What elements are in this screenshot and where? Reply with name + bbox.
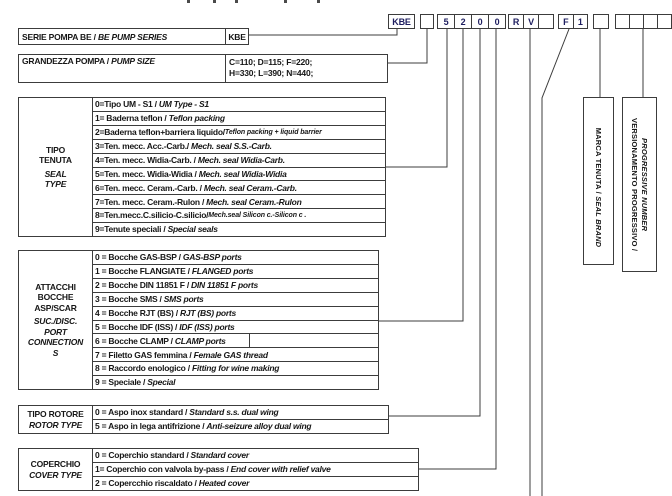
port-connections-rows <box>93 251 378 389</box>
label-line: TENUTA <box>39 155 72 165</box>
code-cell <box>658 15 671 28</box>
row-text-it: 4=Ten. mecc. Widia-Carb. / <box>95 154 198 165</box>
table-row <box>93 140 385 154</box>
table-row <box>93 98 385 112</box>
table-row <box>93 406 388 420</box>
row-text-en: DIN 11851 F ports <box>191 280 258 291</box>
label-line: ATTACCHI <box>35 281 76 292</box>
clipped-print-fragment <box>235 0 238 3</box>
label-line: COVER TYPE <box>29 469 82 480</box>
code-box-digits <box>437 14 506 29</box>
row-text-it: 8=Ten.mecc.C.silicio-C.silicio/ <box>95 210 209 221</box>
label-line: COPERCHIO <box>30 459 81 469</box>
code-cell: 0 <box>494 16 500 27</box>
row-text-it: 0=Tipo UM - S1 / <box>95 99 159 110</box>
label-line: SEAL <box>44 168 67 179</box>
label-line: TYPE <box>44 179 67 189</box>
table-row <box>93 376 378 389</box>
row-text-it: 9 = Speciale / <box>95 377 148 388</box>
port-connections-title-it <box>34 282 76 314</box>
row-text-en: IDF (ISS) ports <box>179 321 235 332</box>
label-line: TIPO ROTORE <box>27 409 84 419</box>
code-box-pump-size <box>420 14 434 29</box>
row-text-en: Mech. seal Ceram.-Carb. <box>203 182 297 193</box>
table-row <box>93 321 378 335</box>
row-text-en: FLANGED ports <box>191 266 254 277</box>
row-text-it: 7=Ten. mecc. Ceram.-Rulon / <box>95 196 207 207</box>
seal-type-title <box>19 98 93 236</box>
table-row <box>93 168 385 182</box>
clipped-print-fragment <box>284 0 287 3</box>
label-line: S <box>52 347 59 358</box>
section-port-connections <box>18 250 379 390</box>
row-text-en: RJT (BS) ports <box>179 307 236 318</box>
row-text-en: Teflon packing <box>168 113 225 124</box>
row-text-it: 0 = Coperchio standard / <box>95 450 191 461</box>
row-text-en: Female GAS thread <box>193 349 268 360</box>
connector-rotor-type <box>388 29 480 416</box>
row-text-en: Standard s.s. dual wing <box>189 407 279 418</box>
pump-size-values-line1: C=110; D=115; F=220; <box>229 57 313 67</box>
connector-pump-size <box>387 29 427 63</box>
table-row <box>93 348 378 362</box>
code-cell: 5 <box>438 15 455 28</box>
seal-brand-vertical-label <box>583 97 614 265</box>
table-row <box>93 209 385 223</box>
code-box-variant <box>508 14 554 29</box>
code-cell <box>644 15 658 28</box>
series-label <box>18 28 226 45</box>
code-cell: 2 <box>455 15 472 28</box>
pump-size-label <box>18 54 226 83</box>
code-cell <box>630 15 644 28</box>
row-text-en: Fitting for wine making <box>191 363 280 374</box>
row-text-it: 5=Ten. mecc. Widia-Widia / <box>95 168 199 179</box>
code-box-series <box>388 14 415 29</box>
row-text-it: 3 = Bocche SMS / <box>95 293 164 304</box>
row-text-en: Mech. seal S.S.-Carb. <box>191 140 272 151</box>
label-line: ASP/SCAR <box>34 302 77 313</box>
clipped-print-fragment <box>187 0 190 3</box>
table-row <box>93 293 378 307</box>
row-text-en: Mech. seal Ceram.-Rulon <box>206 196 302 207</box>
code-cell: R <box>509 15 524 28</box>
row-text-it: 2 = Copercchio riscaldato / <box>95 478 199 489</box>
row-text-en: Special <box>147 377 176 388</box>
row-text-it: 6 = Bocche CLAMP / <box>95 335 175 346</box>
table-row <box>93 279 378 293</box>
row-text-it: 4 = Bocche RJT (BS) / <box>95 307 180 318</box>
label-line: SUC./DISC. <box>33 316 78 327</box>
code-cell: F <box>559 15 574 28</box>
seal-type-title-en <box>45 169 67 190</box>
table-row <box>93 195 385 209</box>
clipped-print-fragment <box>213 0 216 3</box>
progressive-label-it: VERSIONAMENTO PROGRESSIVO / <box>630 117 639 252</box>
row-text-it: 7 = Filetto GAS femmina / <box>95 349 194 360</box>
code-cell: 0 <box>472 15 489 28</box>
label-line: BOCCHE <box>37 292 74 303</box>
section-seal-type <box>18 97 386 237</box>
code-box-seal-brand <box>558 14 588 29</box>
port-connections-title <box>19 251 93 389</box>
label-line: PORT <box>44 326 67 337</box>
table-row <box>93 420 388 433</box>
table-row <box>93 463 418 477</box>
row-inner-border <box>249 334 250 348</box>
row-text-it: 5 = Bocche IDF (ISS) / <box>95 321 180 332</box>
seal-type-rows <box>93 98 385 236</box>
code-cell <box>616 15 630 28</box>
row-text-en: Teflon packing + liquid barrier <box>224 128 322 136</box>
table-row <box>93 307 378 321</box>
table-row <box>93 112 385 126</box>
seal-brand-label-en: SEAL BRAND <box>594 196 603 248</box>
table-row <box>93 251 378 265</box>
table-row <box>93 334 378 348</box>
rotor-type-title <box>19 406 93 433</box>
cover-type-rows <box>93 449 418 490</box>
row-text-it: 6=Ten. mecc. Ceram.-Carb. / <box>95 182 204 193</box>
pump-size-label-en: PUMP SIZE <box>111 56 155 66</box>
seal-brand-label-it: MARCA TENUTA / <box>594 128 603 197</box>
table-row <box>93 265 378 279</box>
code-box-progressive <box>615 14 672 29</box>
table-row <box>93 223 385 236</box>
rotor-type-title-it <box>27 409 83 420</box>
row-text-en: SMS ports <box>163 293 204 304</box>
table-row <box>93 126 385 140</box>
code-cell <box>594 15 608 28</box>
row-text-en: Mech. seal Widia-Carb. <box>197 154 285 165</box>
code-cell: KBE <box>392 16 411 27</box>
series-value <box>225 28 249 45</box>
row-text-it: 2 = Bocche DIN 11851 F / <box>95 280 192 291</box>
code-cell: 1 <box>577 16 583 27</box>
label-line: CONNECTION <box>27 337 84 348</box>
table-row <box>93 154 385 168</box>
row-text-en: CLAMP ports <box>174 335 226 346</box>
row-text-en: Standard cover <box>190 450 249 461</box>
code-cell <box>539 15 553 28</box>
pump-size-values-line2: H=330; L=390; N=440; <box>229 68 314 78</box>
connector-seal-type <box>385 29 447 167</box>
label-line: ROTOR TYPE <box>28 419 83 430</box>
rotor-type-title-en <box>29 420 82 431</box>
row-text-en: Mech.seal Silicon c.-Silicon c . <box>208 212 307 220</box>
row-text-it: 1= Baderna teflon / <box>95 113 169 124</box>
rotor-type-rows <box>93 406 388 433</box>
code-cell: V <box>524 15 539 28</box>
progressive-label-en: PROGRESSIVE NUMBER <box>640 137 649 232</box>
series-value-text: KBE <box>228 31 246 42</box>
row-text-it: 1 = Bocche FLANGIATE / <box>95 266 192 277</box>
clipped-print-fragment <box>317 0 320 3</box>
row-text-en: End cover with relief valve <box>230 464 331 475</box>
row-text-en: UM Type - S1 <box>158 99 209 110</box>
connector-seal-brand-diagonal <box>542 29 569 496</box>
row-text-it: 9=Tenute speciali / <box>95 224 168 235</box>
connector-cover-type <box>418 29 496 469</box>
row-text-it: 3=Ten. mecc. Acc.-Carb./ <box>95 140 192 151</box>
row-text-it: 8 = Raccordo enologico / <box>95 363 192 374</box>
section-cover-type <box>18 448 419 491</box>
table-row <box>93 449 418 463</box>
cover-type-title <box>19 449 93 490</box>
row-text-it: 0 = Aspo inox standard / <box>95 407 190 418</box>
row-text-it: 2=Baderna teflon+barriera liquido/ <box>95 127 225 138</box>
connector-series <box>248 29 397 35</box>
row-text-it: 0 = Bocche GAS-BSP / <box>95 252 183 263</box>
table-row <box>93 477 418 490</box>
row-text-it: 1= Coperchio con valvola by-pass / <box>95 464 231 475</box>
pump-size-label-it: GRANDEZZA POMPA / <box>22 56 112 66</box>
table-row <box>93 181 385 195</box>
section-rotor-type <box>18 405 389 434</box>
seal-type-title-it <box>39 145 72 166</box>
connector-ports <box>378 29 463 321</box>
series-label-en: BE PUMP SERIES <box>97 31 168 42</box>
port-connections-title-en <box>28 316 83 358</box>
row-text-en: GAS-BSP ports <box>182 252 242 263</box>
cover-type-title-en <box>29 470 82 481</box>
row-text-it: 5 = Aspo in lega antifrizione / <box>95 421 207 432</box>
row-text-en: Heated cover <box>198 478 250 489</box>
progressive-number-vertical-label <box>622 97 657 272</box>
row-text-en: Anti-seizure alloy dual wing <box>206 421 312 432</box>
row-text-en: Mech. seal Widia-Widia <box>198 168 287 179</box>
code-cell <box>421 15 433 28</box>
row-text-en: Special seals <box>167 224 218 235</box>
cover-type-title-it <box>31 459 81 470</box>
series-label-it: SERIE POMPA BE / <box>22 31 98 42</box>
table-row <box>93 362 378 376</box>
pump-size-values <box>225 54 388 83</box>
code-box-extra <box>593 14 609 29</box>
label-line: TIPO <box>45 144 66 155</box>
